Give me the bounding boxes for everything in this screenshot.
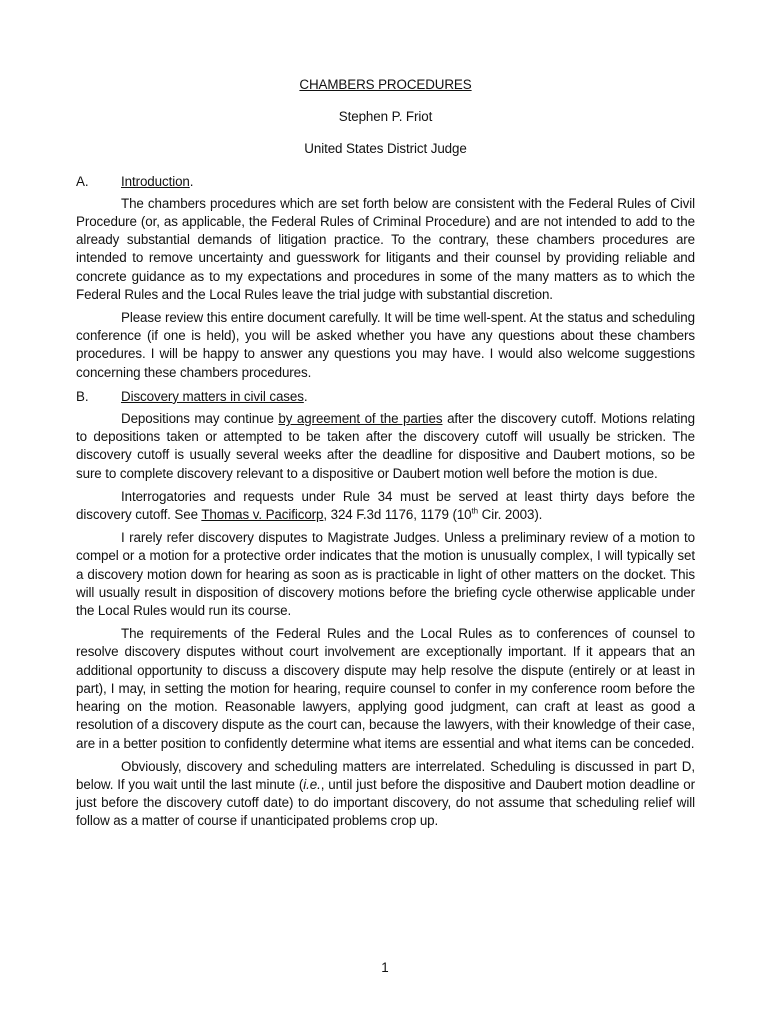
section-heading-b — [76, 388, 695, 406]
page-content — [76, 76, 695, 836]
section-letter: B. — [76, 388, 89, 404]
section-letter: A. — [76, 173, 89, 189]
section-title: Discovery matters in civil cases. — [121, 388, 308, 404]
author-position: United States District Judge — [304, 141, 467, 157]
document-title: CHAMBERS PROCEDURES — [299, 77, 472, 92]
paragraph: Depositions may continue by agreement of the parties after the discovery cutoff. Motions relating to depositions taken or attempted to be taken after the discovery cutoff will usually be stricken. The discovery cutoff is usually several weeks after the deadline for dispositive and Daubert motions, so be sure to complete discovery relevant to a dispositive or Daubert motion well before the motion is due. — [76, 411, 695, 481]
section-title: Introduction. — [121, 173, 194, 189]
author-name: Stephen P. Friot — [338, 109, 433, 125]
paragraph: Interrogatories and requests under Rule 34 must be served at least thirty days before the discovery cutoff. See Thomas v. Pacificorp, 324 F.3d 1176, 1179 (10th Cir. 2003). — [76, 488, 695, 523]
paragraph: Obviously, discovery and scheduling matters are interrelated. Scheduling is discussed in part D, below. If you wait until the last minute (i.e., until just before the dispositive and Daubert motion deadline or just before the discovery cutoff date) to do important discovery, do not assume that scheduling relief will follow as a matter of course if unanticipated problems crop up. — [76, 758, 696, 829]
page-number: 1 — [381, 960, 389, 975]
paragraph: Please review this entire document carefully. It will be time well-spent. At the status and scheduling conference (if one is held), you will be asked whether you have any questions about these chambers procedures. I will be happy to answer any questions you may have. I would also welcome suggestions concerning these chambers procedures. — [76, 310, 695, 380]
paragraph: The chambers procedures which are set forth below are consistent with the Federal Rules of Civil Procedure (or, as applicable, the Federal Rules of Criminal Procedure) and are not intended to add to the already substantial demands of litigation practice. To the contrary, these chambers procedures are intended to remove uncertainty and guesswork for litigants and their counsel by providing reliable and concrete guidance as to my expectations and procedures in some of the many matters as to which the Federal Rules and the Local Rules leave the trial judge with substantial discretion. — [76, 195, 695, 302]
section-heading-a — [76, 173, 695, 191]
case-citation: Thomas v. Pacificorp — [201, 507, 324, 523]
paragraph: The requirements of the Federal Rules and the Local Rules as to conferences of counsel to resolve discovery disputes without court involvement are exceptionally important. If it appears that an additional opportunity to discuss a discovery dispute may help resolve the dispute (entirely or at least in part), I may, in setting the motion for hearing, require counsel to confer in my conference room before the hearing on the motion. Reasonable lawyers, applying good judgment, can craft at least as good a resolution of a discovery dispute as the court can, because the lawyers, with their knowledge of their case, are in a better position to confidently determine what items are essential and what items can be conceded. — [76, 626, 695, 751]
paragraph: I rarely refer discovery disputes to Magistrate Judges. Unless a preliminary review of a motion to compel or a motion for a protective order indicates that the motion is unusually complex, I will typically set a discovery motion down for hearing as soon as is practicable in light of other matters on the docket. This will usually result in disposition of discovery motions before the briefing cycle otherwise applicable under the Local Rules would run its course. — [76, 530, 695, 619]
